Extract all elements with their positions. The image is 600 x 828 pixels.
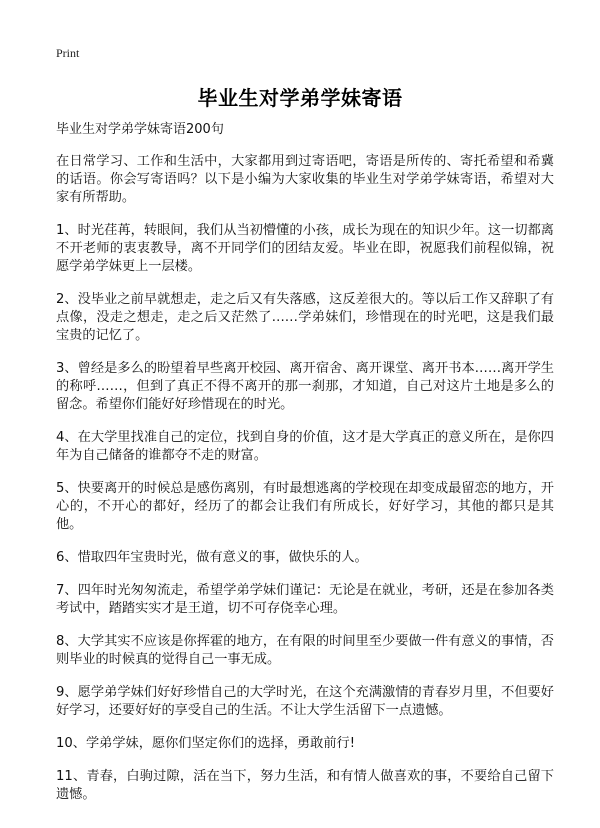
- document-subtitle: 毕业生对学弟学妹寄语200句: [56, 122, 224, 137]
- print-link[interactable]: Print: [56, 46, 80, 60]
- document-body: [56, 121, 554, 819]
- intro-paragraph: 在日常学习、工作和生活中，大家都用到过寄语吧，寄语是所传的、寄托希望和希冀的话语。你会写寄语吗？以下是小编为大家收集的毕业生对学弟学妹寄语，希望对大家有所帮助。: [56, 154, 554, 205]
- message-paragraph-8: 8、大学其实不应该是你挥霍的地方，在有限的时间里至少要做一件有意义的事情，否则毕业的时候真的觉得自己一事无成。: [56, 634, 554, 667]
- message-paragraph-5: 5、快要离开的时候总是感伤离别，有时最想逃离的学校现在却变成最留恋的地方，开心的，不开心的都好，经历了的都会让我们有所成长，好好学习，其他的都只是其他。: [56, 481, 554, 532]
- message-paragraph-2: 2、没毕业之前早就想走，走之后又有失落感，这反差很大的。等以后工作又辞职了有点像，没走之想走，走之后又茫然了……学弟妹们，珍惜现在的时光吧，这是我们最宝贵的记忆了。: [56, 292, 554, 343]
- message-paragraph-7: 7、四年时光匆匆流走，希望学弟学妹们谨记：无论是在就业，考研，还是在参加各类考试中，踏踏实实才是王道，切不可存侥幸心理。: [56, 583, 554, 616]
- message-paragraph-9: 9、愿学弟学妹们好好珍惜自己的大学时光，在这个充满激情的青春岁月里，不但要好好学习，还要好好的享受自己的生活。不让大学生活留下一点遗憾。: [56, 685, 554, 718]
- message-paragraph-1: 1、时光荏苒，转眼间，我们从当初懵懂的小孩，成长为现在的知识少年。这一切都离不开老师的衷衷教导，离不开同学们的团结友爱。毕业在即，祝愿我们前程似锦，祝愿学弟学妹更上一层楼。: [56, 223, 554, 274]
- message-paragraph-6: 6、惜取四年宝贵时光，做有意义的事，做快乐的人。: [56, 550, 368, 565]
- message-paragraph-11: 11、青春，白驹过隙，活在当下，努力生活，和有情人做喜欢的事，不要给自己留下遗憾。: [56, 769, 554, 802]
- message-paragraph-4: 4、在大学里找准自己的定位，找到自身的价值，这才是大学真正的意义所在，是你四年为自己储备的谁都夺不走的财富。: [56, 430, 554, 463]
- message-paragraph-3: 3、曾经是多么的盼望着早些离开校园、离开宿舍、离开课堂、离开书本……离开学生的称呼……，但到了真正不得不离开的那一刹那，才知道，自己对这片土地是多么的留念。希望你们能好好珍惜现在的时光。: [56, 361, 554, 412]
- page-title: 毕业生对学弟学妹寄语: [197, 86, 403, 110]
- message-paragraph-10: 10、学弟学妹，愿你们坚定你们的选择，勇敢前行!: [56, 736, 356, 751]
